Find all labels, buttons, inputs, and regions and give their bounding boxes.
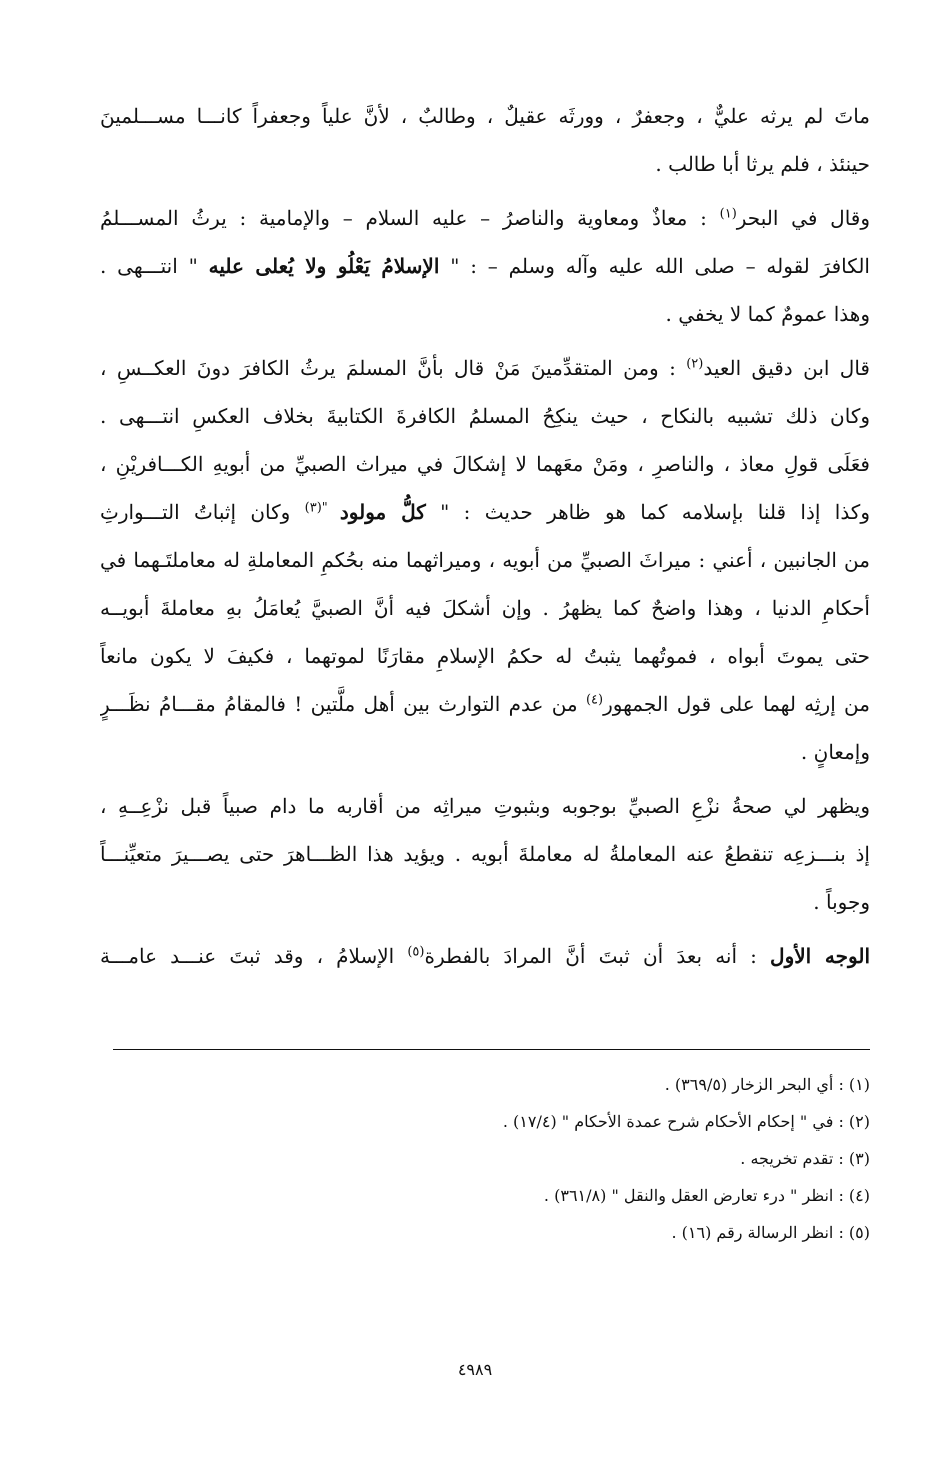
footnote: (٥) : انظر الرسالة رقم (١٦) . (671, 1223, 870, 1242)
page-number: ٤٩٨٩ (457, 1360, 493, 1379)
footnote: (٢) : في " إحكام الأحكام شرح عمدة الأحكام " (١٧/٤) . (502, 1112, 870, 1131)
text-line: وإمعانٍ . (800, 740, 870, 764)
text-line: وكان ذلك تشبيه بالنكاح ، حيث ينكِحُ المسلمُ الكافرةَ الكتابيةَ بخلاف العكسِ انتـــهى . (100, 404, 870, 428)
hadith-quote: كلُّ مولود (339, 500, 426, 524)
text-line: ويظهر لي صحةُ نزْعِ الصبيِّ بوجوبه وبثبوتِ ميراثِه من أقاربه ما دام صبياً قبل نزْعِــهِ ، (100, 794, 870, 818)
text-line: وقال في البحر$^{(١)}$ : معاذٌ ومعاوية والناصرُ – عليه السلام – والإمامية : يرثُ المســـلمُ (100, 206, 870, 230)
text-line: إذ بنـــزعِه تنقطعُ عنه المعاملةُ له معاملةَ أبويه . ويؤيد هذا الظـــاهرَ حتى يصـــيرَ متعيِّنـــاً (100, 842, 870, 866)
main-text (100, 92, 870, 980)
section-heading: الوجه الأول (770, 944, 870, 968)
footnote: (٤) : انظر " درء تعارض العقل والنقل " (٣٦١/٨) . (543, 1186, 870, 1205)
text-line: الكافرَ لقوله – صلى الله عليه وآله وسلم – : " الإسلامُ يَعْلُو ولا يُعلى عليه " انتـــهى . (100, 254, 870, 278)
footnote-ref: (٥) (407, 944, 425, 960)
footnote-ref: "(٣) (304, 500, 340, 516)
text-line: فعَلَى قولِ معاذ ، والناصرِ ، ومَنْ معَهما لا إشكالَ في ميراث الصبيِّ من أبويهِ الكـــافريْنِ ، (100, 452, 870, 476)
text-line: وهذا عمومٌ كما لا يخفي . (665, 302, 870, 326)
text-line: وجوباً . (813, 890, 870, 914)
text-line: من إرثِه لهما على قول الجمهور$^{(٤)}$ من عدم التوارث بين أهل ملَّتين ! فالمقامُ مقـــامُ نظَـــرٍ (100, 692, 870, 716)
footnote-ref: (١) (719, 206, 737, 222)
text-line: الوجه الأول : أنه بعدَ أن ثبتَ أنَّ المرادَ بالفطرة$^{(٥)}$ الإسلامُ ، وقد ثبتَ عنـــد عامـــة (100, 944, 870, 968)
text-line: أحكامِ الدنيا ، وهذا واضحٌ كما يظهرُ . وإن أشكلَ فيه أنَّ الصبيَّ يُعامَلُ بهِ معاملةَ أبويــه (100, 596, 870, 620)
text-line: قال ابن دقيق العيد$^{(٢)}$ : ومن المتقدِّمينَ مَنْ قال بأنَّ المسلمَ يرثُ الكافرَ دونَ العكــسِ ، (100, 356, 870, 380)
footnote-divider (113, 1049, 870, 1050)
text-line: حينئذ ، فلم يرثا أبا طالب . (655, 152, 870, 176)
footnote: (١) : أي البحر الزخار (٣٦٩/٥) . (664, 1075, 870, 1094)
text-line: حتى يموتَ أبواه ، فموتُهما يثبتُ له حكمُ الإسلامِ مقارَنًا لموتهما ، فكيفَ لا يكون مانعاً (100, 644, 870, 668)
text-line: وكذا إذا قلنا بإسلامه كما هو ظاهر حديث : " كلُّ مولود $^{"(٣)}$ وكان إثباتُ التـــوارثِ (100, 500, 870, 524)
footnote-ref: (٤) (585, 692, 604, 708)
text-line: من الجانبين ، أعني : ميراثَ الصبيِّ من أبويه ، وميراثهما منه بحُكمِ المعاملةِ له معاملتَـهما في (100, 548, 870, 572)
text-line: ماتَ لم يرثه عليٌّ ، وجعفرٌ ، وورثَه عقيلٌ ، وطالبٌ ، لأنَّ علياً وجعفراً كانـــا مســـلمينَ (100, 104, 870, 128)
hadith-quote: الإسلامُ يَعْلُو ولا يُعلى عليه (208, 254, 440, 278)
footnote-ref: (٢) (686, 356, 704, 372)
footnotes (100, 1066, 870, 1251)
footnote: (٣) : تقدم تخريجه . (740, 1149, 870, 1168)
